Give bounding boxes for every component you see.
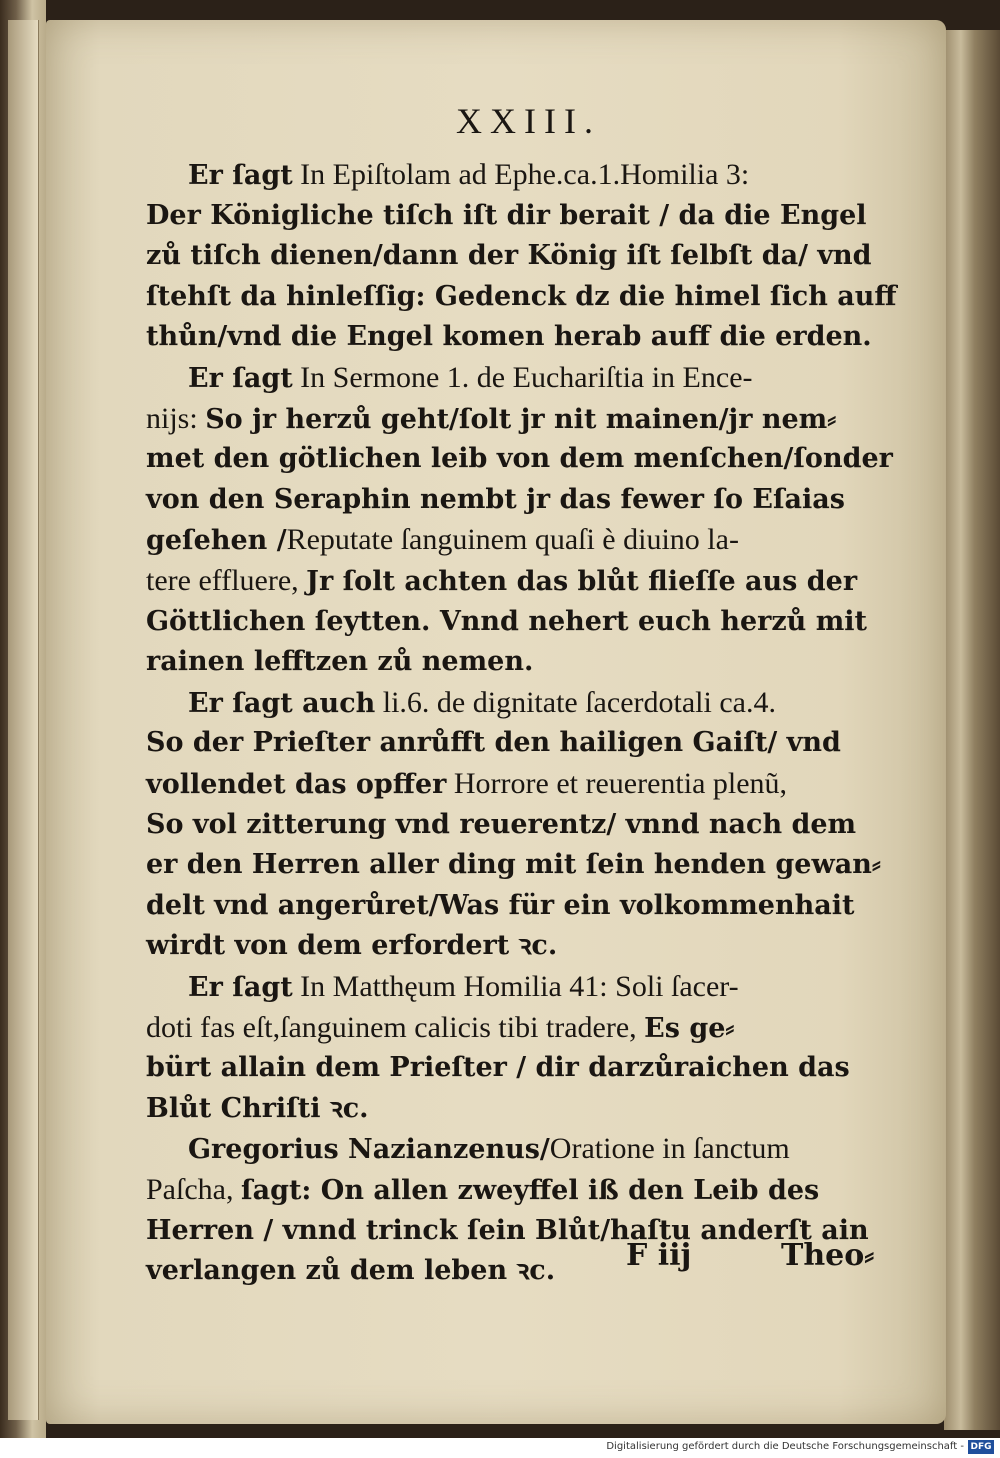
blackletter-text: Er ſagt auch bbox=[188, 687, 376, 719]
blackletter-text: ſagt: On allen zweyffel iß den Leib des bbox=[240, 1175, 820, 1206]
signature-mark: F iij bbox=[626, 1238, 692, 1273]
text-line bbox=[146, 1211, 886, 1251]
blackletter-text: vollendet das opffer bbox=[146, 769, 447, 800]
text-line bbox=[146, 561, 886, 602]
left-page-stack bbox=[0, 0, 46, 1438]
left-page-edge bbox=[8, 20, 39, 1420]
blackletter-text: Der Königliche tiſch iſt dir berait / da die Engel bbox=[146, 199, 867, 231]
latin-text: Horrore et reuerentia plenũ, bbox=[446, 767, 788, 800]
blackletter-text: Göttlichen ſeytten. Vnnd nehert euch herzů mit bbox=[146, 605, 868, 637]
page-number: XXIII. bbox=[456, 101, 601, 141]
text-line bbox=[146, 926, 886, 966]
blackletter-text: met den götlichen leib von dem menſchen/ſonder bbox=[146, 443, 893, 475]
digitization-credit: Digitalisierung gefördert durch die Deutsche Forschungsgemeinschaft - bbox=[606, 1441, 964, 1452]
blackletter-text: Er ſagt bbox=[188, 160, 293, 191]
latin-text: nijs: bbox=[146, 401, 206, 435]
text-line bbox=[146, 1008, 886, 1049]
text-line bbox=[188, 683, 886, 724]
latin-text: In Sermone 1. de Euchariſtia in Ence- bbox=[292, 361, 753, 394]
catchword: Theo⸗ bbox=[781, 1238, 875, 1273]
text-line bbox=[146, 723, 886, 763]
text-line bbox=[146, 805, 886, 845]
text-line bbox=[146, 317, 886, 357]
blackletter-text: So vol zitterung vnd reuerentz/ vnnd nach dem bbox=[146, 808, 857, 840]
text-line bbox=[146, 845, 886, 885]
blackletter-text: ſtehſt da hinleſſig: Gedenck dz die himel ſich auff bbox=[146, 280, 897, 312]
blackletter-text: geſehen / bbox=[146, 525, 287, 557]
blackletter-text: Blůt Chriſti ꝛc. bbox=[146, 1092, 369, 1124]
blackletter-text: Herren / vnnd trinck ſein Blůt/haſtu anderſt ain bbox=[146, 1214, 869, 1246]
text-line bbox=[146, 439, 893, 479]
text-line bbox=[146, 277, 897, 317]
latin-text: In Matthęum Homilia 41: Soli ſacer- bbox=[292, 970, 739, 1003]
latin-text: Paſcha, bbox=[146, 1173, 241, 1206]
right-page-edge bbox=[944, 30, 1000, 1430]
blackletter-text: delt vnd angerůret/Was für ein volkommenhait bbox=[146, 889, 855, 921]
text-line bbox=[146, 1048, 886, 1088]
blackletter-text: verlangen zů dem leben ꝛc. bbox=[146, 1255, 556, 1287]
latin-text: tere effluere, bbox=[146, 564, 307, 597]
text-line bbox=[146, 764, 886, 805]
text-line bbox=[146, 1251, 886, 1291]
text-line bbox=[146, 480, 886, 520]
blackletter-text: Es ge⸗ bbox=[644, 1012, 735, 1044]
blackletter-text: So der Prieſter anrůfft den hailigen Gaiſt/ vnd bbox=[146, 727, 841, 759]
latin-text: Reputate ſanguinem quaſi è diuino la- bbox=[286, 523, 739, 557]
book-page bbox=[46, 20, 946, 1424]
blackletter-text: zů tiſch dienen/dann der König iſt ſelbſt da/ vnd bbox=[146, 240, 872, 272]
text-line bbox=[146, 886, 886, 926]
text-line bbox=[188, 155, 886, 196]
blackletter-text: wirdt von dem erfordert ꝛc. bbox=[146, 930, 558, 962]
blackletter-text: Jr ſolt achten das blůt flieſſe aus der bbox=[306, 566, 858, 597]
text-line bbox=[146, 399, 886, 440]
blackletter-text: Gregorius Nazianzenus/ bbox=[188, 1134, 550, 1166]
text-line bbox=[146, 196, 886, 236]
text-line bbox=[146, 602, 886, 642]
dfg-logo: DFG bbox=[968, 1440, 994, 1454]
latin-text: doti fas eſt,ſanguinem calicis tibi tradere, bbox=[146, 1010, 645, 1044]
text-line bbox=[146, 236, 886, 276]
blackletter-text: er den Herren aller ding mit ſein henden gewan⸗ bbox=[146, 849, 881, 881]
blackletter-text: Er ſagt bbox=[188, 363, 293, 394]
latin-text: In Epiſtolam ad Ephe.ca.1.Homilia 3: bbox=[292, 158, 750, 191]
latin-text: li.6. de dignitate ſacerdotali ca.4. bbox=[375, 685, 776, 719]
text-line bbox=[146, 642, 886, 682]
text-line bbox=[146, 1170, 886, 1211]
text-line bbox=[188, 358, 886, 399]
text-line bbox=[188, 967, 886, 1008]
blackletter-text: rainen lefftzen zů nemen. bbox=[146, 646, 534, 678]
blackletter-text: von den Seraphin nembt jr das fewer ſo Eſaias bbox=[146, 483, 846, 515]
text-line bbox=[188, 1129, 886, 1170]
text-line bbox=[146, 520, 886, 561]
blackletter-text: thůn/vnd die Engel komen herab auff die erden. bbox=[146, 321, 872, 353]
blackletter-text: So jr herzů geht/ſolt jr nit mainen/jr nem⸗ bbox=[205, 403, 837, 435]
blackletter-text: bürt allain dem Prieſter / dir darzůraichen das bbox=[146, 1052, 850, 1084]
latin-text: Oratione in ſanctum bbox=[549, 1132, 790, 1166]
text-line bbox=[146, 1089, 886, 1129]
blackletter-text: Er ſagt bbox=[188, 972, 293, 1003]
